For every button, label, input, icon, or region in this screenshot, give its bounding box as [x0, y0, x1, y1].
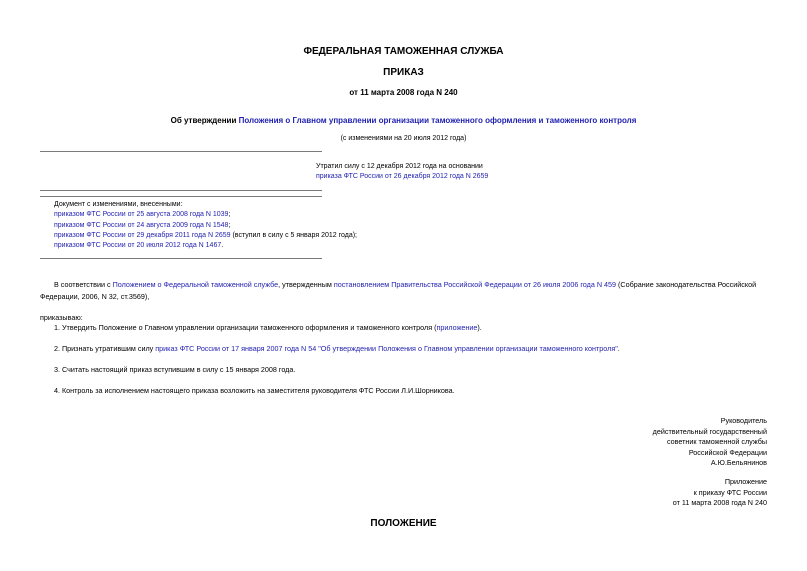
amendments-note: (с изменениями на 20 июля 2012 года): [340, 135, 467, 142]
document-title: [0, 116, 807, 125]
order-item-3: 3. Считать настоящий приказ вступившим в силу с 15 января 2008 года.: [54, 365, 296, 374]
divider: [40, 258, 322, 259]
change-item-suffix: .: [221, 242, 224, 249]
change-item-link[interactable]: приказом ФТС России от 24 августа 2009 года N 1548: [54, 222, 229, 229]
signature-line: советник таможенной службы: [666, 437, 767, 446]
signature-name: А.Ю.Бельянинов: [710, 458, 767, 467]
order-word: приказываю:: [40, 313, 83, 322]
void-notice-link[interactable]: приказа ФТС России от 26 декабря 2012 года N 2659: [316, 173, 489, 180]
void-notice-text: Утратил силу с 12 декабря 2012 года на основании: [316, 163, 483, 170]
item-text: .: [617, 344, 620, 353]
signature-line: Российской Федерации: [688, 447, 767, 457]
item-text: 1. Утвердить Положение о Главном управлении организации таможенного оформления и таможенного контроля (: [54, 323, 437, 332]
change-item-suffix: ;: [228, 211, 231, 218]
changes-intro: Документ с изменениями, внесенными:: [54, 201, 183, 208]
doc-date-number: от 11 марта 2008 года N 240: [349, 88, 458, 97]
preamble-line-2: Федерации, 2006, N 32, ст.3569),: [40, 292, 150, 301]
change-item-link[interactable]: приказом ФТС России от 25 августа 2008 года N 1039: [54, 211, 229, 218]
appendix-line: от 11 марта 2008 года N 240: [672, 498, 767, 507]
appendix-line: к приказу ФТС России: [693, 487, 767, 497]
signature-block: [653, 416, 767, 469]
appendix-link[interactable]: приложение: [436, 323, 478, 332]
appendix-line: Приложение: [724, 477, 767, 486]
agency-heading: ФЕДЕРАЛЬНАЯ ТАМОЖЕННАЯ СЛУЖБА: [303, 46, 504, 57]
regulation-heading: ПОЛОЖЕНИЕ: [370, 518, 437, 529]
preamble-link-fts-regulation[interactable]: Положением о Федеральной таможенной службе: [112, 280, 279, 289]
repealed-order-link[interactable]: приказ ФТС России от 17 января 2007 года N 54 "Об утверждении Положения о Главном управлении организации таможенного контроля": [155, 344, 618, 353]
title-prefix: Об утверждении: [170, 116, 239, 125]
divider: [40, 196, 322, 197]
title-link[interactable]: Положения о Главном управлении организации таможенного оформления и таможенного контроля: [238, 116, 637, 125]
divider: [40, 190, 322, 191]
change-item: [54, 242, 223, 249]
change-item-link[interactable]: приказом ФТС России от 20 июля 2012 года N 1467: [54, 242, 222, 249]
signature-line: Руководитель: [720, 416, 767, 425]
change-item: [54, 232, 357, 239]
order-item-4: 4. Контроль за исполнением настоящего приказа возложить на заместителя руководителя ФТС России Л.И.Шорникова.: [54, 386, 455, 395]
item-text: ).: [477, 323, 482, 332]
preamble-text: , утвержденным: [278, 280, 334, 289]
change-item: [54, 211, 230, 218]
change-item-suffix: (вступил в силу с 5 января 2012 года);: [230, 232, 357, 239]
order-item-1: [54, 322, 482, 334]
item-text: 2. Признать утратившим силу: [54, 344, 156, 353]
order-item-2: [54, 343, 620, 355]
preamble-text: В соответствии с: [54, 280, 113, 289]
change-item-link[interactable]: приказом ФТС России от 29 декабря 2011 года N 2659: [54, 232, 231, 239]
appendix-block: [673, 477, 767, 509]
change-item: [54, 222, 230, 229]
preamble-line-1: [54, 279, 756, 291]
preamble-link-government-decree[interactable]: постановлением Правительства Российской Федерации от 26 июля 2006 года N 459: [333, 280, 617, 289]
change-item-suffix: ;: [228, 222, 231, 229]
signature-line: действительный государственный: [652, 426, 767, 436]
divider: [40, 151, 322, 152]
doc-type-heading: ПРИКАЗ: [383, 67, 424, 78]
preamble-text: (Собрание законодательства Российской: [616, 280, 757, 289]
